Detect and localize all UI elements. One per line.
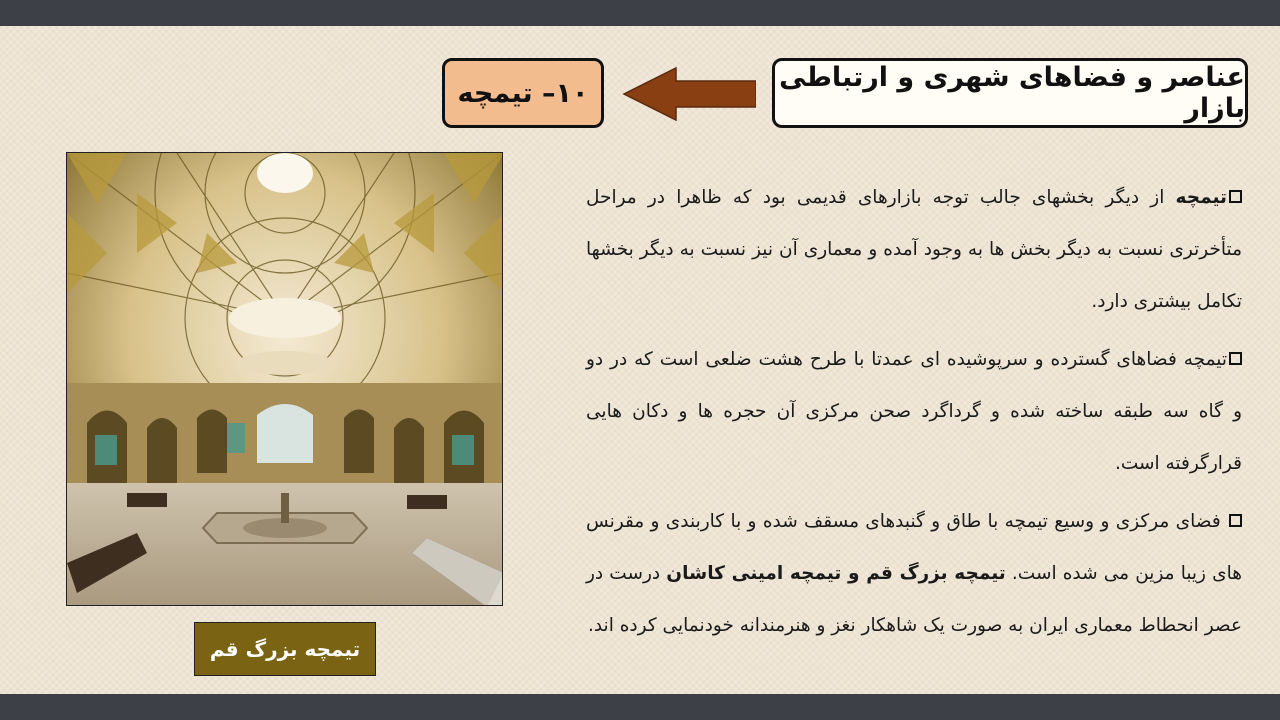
paragraph-1 <box>586 172 1242 328</box>
content-text <box>586 172 1242 658</box>
checkbox-bullet-icon <box>1229 352 1242 365</box>
slide-title-text: عناصر و فضاهای شهری و ارتباطی بازار <box>779 62 1245 124</box>
section-tag <box>442 58 604 128</box>
bottom-bar <box>0 694 1280 720</box>
paragraph-2 <box>586 334 1242 490</box>
paragraph-1-bold: تیمچه <box>1175 187 1227 208</box>
left-arrow-icon <box>622 66 756 122</box>
checkbox-bullet-icon <box>1229 190 1242 203</box>
paragraph-1-text: از دیگر بخشهای جالب توجه بازارهای قدیمی بود که ظاهرا در مراحل متأخرتری نسبت به دیگر بخش ها به وجود آمده و معماری آن نیز نسبت به دیگر بخشها تکامل بیشتری دارد. <box>586 187 1242 312</box>
paragraph-3-bold: تیمچه بزرگ قم و تیمچه امینی کاشان <box>666 563 1006 584</box>
photo-caption <box>194 622 376 676</box>
timcheh-photo <box>66 152 503 606</box>
photo-caption-text: تیمچه بزرگ قم <box>209 637 361 661</box>
paragraph-3 <box>586 496 1242 652</box>
paragraph-2-text: تیمچه فضاهای گسترده و سرپوشیده ای عمدتا با طرح هشت ضلعی است که در دو و گاه سه طبقه ساخته شده و گرداگرد صحن مرکزی آن حجره ها و دکان هایی قرارگرفته است. <box>586 349 1242 474</box>
top-bar <box>0 0 1280 26</box>
section-tag-text: ۱۰– تیمچه <box>457 77 589 109</box>
paragraph-3-text-b: درست در عصر انحطاط معماری ایران به صورت یک شاهکار نغز و هنرمندانه خودنمایی کرده اند. <box>586 563 1242 636</box>
slide-title <box>772 58 1248 128</box>
paragraph-3-text-a: فضای مرکزی و وسیع تیمچه با طاق و گنبدهای مسقف شده و با کاربندی و مقرنس های زیبا مزین می شده است. <box>586 511 1243 584</box>
checkbox-bullet-icon <box>1229 514 1242 527</box>
